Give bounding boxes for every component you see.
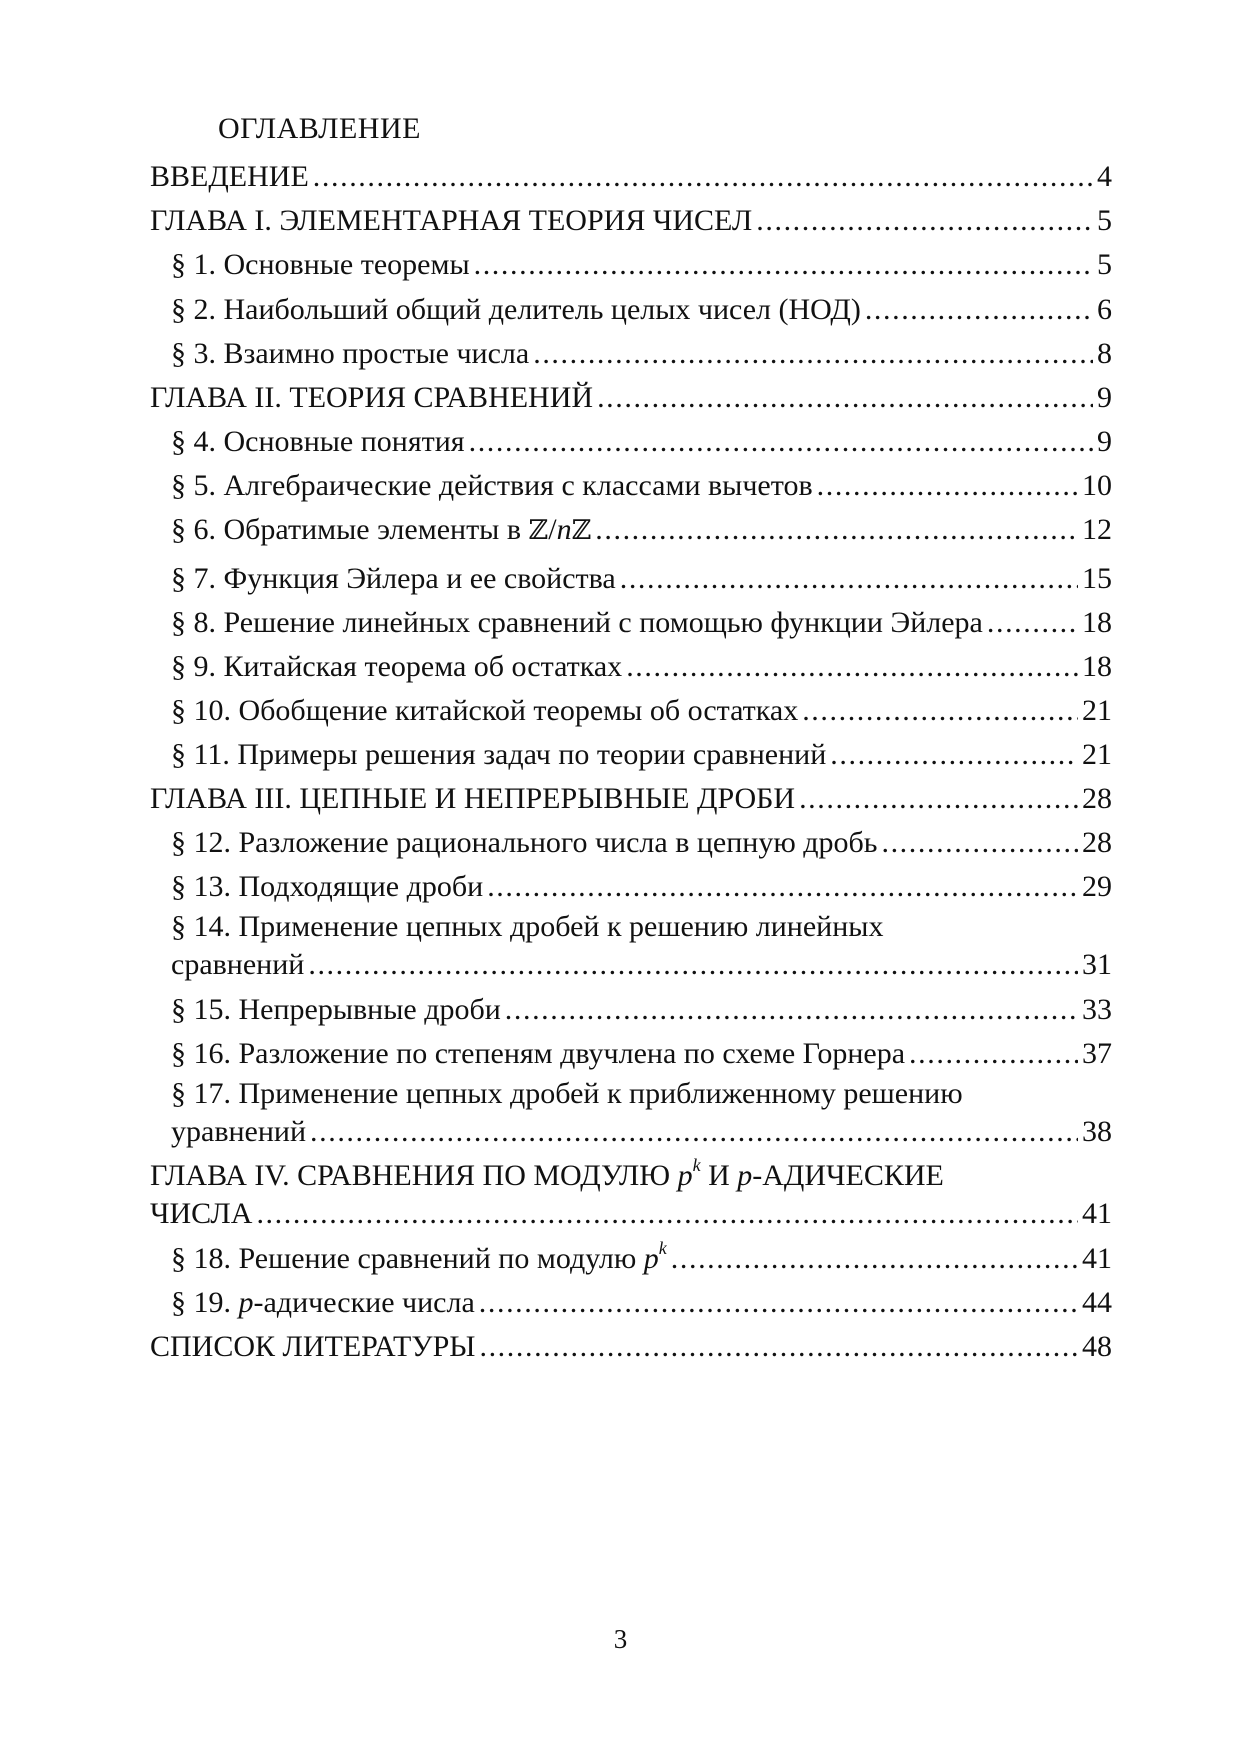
entry-label: § 8. Решение линейных сравнений с помощью функции Эйлера	[171, 606, 983, 639]
entry-label-text: -адические числа	[253, 1286, 475, 1319]
dot-leader	[799, 779, 1078, 819]
entry-page: 33	[1082, 993, 1112, 1026]
dot-leader	[310, 1112, 1078, 1152]
entry-label: сравнений	[171, 948, 305, 981]
entry-label-text: И	[700, 1159, 738, 1192]
toc-entry-section-17-line-1[interactable]: § 17. Применение цепных дробей к приближенному решению	[171, 1077, 963, 1110]
dot-leader	[308, 945, 1078, 985]
entry-page: 38	[1082, 1115, 1112, 1148]
prime-p: p	[677, 1159, 693, 1192]
entry-label: уравнений	[171, 1115, 307, 1148]
entry-page: 6	[1097, 293, 1112, 326]
modulus-n: n	[556, 513, 572, 546]
dot-leader	[671, 1239, 1078, 1279]
dot-leader	[505, 990, 1078, 1030]
dot-leader	[830, 735, 1078, 775]
toc-entry-chapter-1[interactable]	[150, 201, 1112, 241]
dot-leader	[626, 647, 1078, 687]
toc-entry-chapter-2[interactable]	[150, 378, 1112, 418]
dot-leader	[597, 378, 1093, 418]
entry-label: § 15. Непрерывные дроби	[171, 993, 501, 1026]
dot-leader	[756, 201, 1093, 241]
toc-title: ОГЛАВЛЕНИЕ	[218, 112, 421, 145]
entry-page: 21	[1082, 738, 1112, 771]
toc-entry-section-17[interactable]	[171, 1112, 1112, 1152]
toc-entry-section-13[interactable]	[171, 867, 1112, 907]
entry-page: 44	[1082, 1286, 1112, 1319]
entry-label: ГЛАВА I. ЭЛЕМЕНТАРНАЯ ТЕОРИЯ ЧИСЕЛ	[150, 204, 753, 237]
entry-page: 5	[1097, 204, 1112, 237]
entry-label: ГЛАВА III. ЦЕПНЫЕ И НЕПРЕРЫВНЫЕ ДРОБИ	[150, 782, 796, 815]
dot-leader	[256, 1194, 1078, 1234]
entry-page: 41	[1082, 1197, 1112, 1230]
prime-p: p	[238, 1286, 254, 1319]
integers-symbol: ℤ	[571, 515, 592, 546]
dot-leader	[987, 603, 1078, 643]
toc-entry-section-3[interactable]	[171, 334, 1112, 374]
entry-page: 4	[1097, 160, 1112, 193]
toc-entry-section-9[interactable]	[171, 647, 1112, 687]
toc-entry-section-7[interactable]	[171, 559, 1112, 599]
toc-entry-references[interactable]	[150, 1327, 1112, 1367]
prime-p: p	[737, 1159, 753, 1192]
dot-leader	[909, 1034, 1078, 1074]
entry-label-text: -АДИЧЕСКИЕ	[752, 1159, 944, 1192]
toc-entry-section-12[interactable]	[171, 823, 1112, 863]
entry-label: § 13. Подходящие дроби	[171, 870, 484, 903]
entry-label: СПИСОК ЛИТЕРАТУРЫ	[150, 1330, 476, 1363]
entry-page: 10	[1082, 469, 1112, 502]
exponent-k: k	[658, 1238, 667, 1258]
toc-entry-chapter-4-line-1[interactable]	[150, 1156, 1112, 1196]
dot-leader	[817, 466, 1078, 506]
entry-label-text: § 6. Обратимые элементы в	[171, 513, 529, 546]
entry-label: § 4. Основные понятия	[171, 425, 465, 458]
entry-page: 9	[1097, 425, 1112, 458]
toc-entry-section-16[interactable]	[171, 1034, 1112, 1074]
dot-leader	[595, 510, 1078, 550]
entry-page: 37	[1082, 1037, 1112, 1070]
dot-leader	[479, 1327, 1078, 1367]
toc-entry-section-5[interactable]	[171, 466, 1112, 506]
toc-entry-section-19[interactable]	[171, 1283, 1112, 1323]
entry-label: § 3. Взаимно простые числа	[171, 337, 530, 370]
entry-page: 18	[1082, 650, 1112, 683]
entry-page: 31	[1082, 948, 1112, 981]
entry-page: 28	[1082, 782, 1112, 815]
toc-entry-section-8[interactable]	[171, 603, 1112, 643]
toc-entry-section-10[interactable]	[171, 691, 1112, 731]
entry-label: § 11. Примеры решения задач по теории сравнений	[171, 738, 827, 771]
dot-leader	[479, 1283, 1078, 1323]
dot-leader	[802, 691, 1078, 731]
quotient-slash: /	[548, 513, 557, 546]
toc-entry-section-6[interactable]	[171, 510, 1112, 550]
entry-page: 15	[1082, 562, 1112, 595]
toc-entry-section-14[interactable]	[171, 945, 1112, 985]
entry-label: ВВЕДЕНИЕ	[150, 160, 309, 193]
entry-page: 48	[1082, 1330, 1112, 1363]
dot-leader	[533, 334, 1093, 374]
dot-leader	[865, 290, 1093, 330]
dot-leader	[487, 867, 1078, 907]
entry-label-text: ГЛАВА IV. СРАВНЕНИЯ ПО МОДУЛЮ	[150, 1159, 678, 1192]
entry-label	[171, 1283, 475, 1323]
toc-entry-section-4[interactable]	[171, 422, 1112, 462]
dot-leader	[620, 559, 1078, 599]
toc-entry-section-2[interactable]	[171, 290, 1112, 330]
entry-label	[171, 1239, 667, 1279]
dot-leader	[474, 245, 1093, 285]
entry-page: 5	[1097, 248, 1112, 281]
dot-leader	[469, 422, 1093, 462]
exponent-k: k	[692, 1155, 701, 1175]
dot-leader	[313, 157, 1093, 197]
entry-label: ЧИСЛА	[150, 1197, 253, 1230]
entry-page: 8	[1097, 337, 1112, 370]
toc-entry-section-15[interactable]	[171, 990, 1112, 1030]
page-number: 3	[613, 1624, 628, 1654]
entry-page: 21	[1082, 694, 1112, 727]
entry-label-text: § 18. Решение сравнений по модулю	[171, 1242, 644, 1275]
entry-page: 41	[1082, 1242, 1112, 1275]
toc-entry-section-1[interactable]	[171, 245, 1112, 285]
entry-label: § 5. Алгебраические действия с классами вычетов	[171, 469, 813, 502]
entry-label: § 12. Разложение рационального числа в цепную дробь	[171, 826, 878, 859]
entry-label: § 16. Разложение по степеням двучлена по схеме Горнера	[171, 1037, 906, 1070]
entry-page: 29	[1082, 870, 1112, 903]
entry-page: 28	[1082, 826, 1112, 859]
entry-label: ГЛАВА II. ТЕОРИЯ СРАВНЕНИЙ	[150, 381, 594, 414]
entry-label-text: § 19.	[171, 1286, 239, 1319]
toc-entry-introduction[interactable]	[150, 157, 1112, 197]
toc-entry-section-11[interactable]	[171, 735, 1112, 775]
entry-label: § 10. Обобщение китайской теоремы об остатках	[171, 694, 799, 727]
dot-leader	[881, 823, 1078, 863]
entry-label: § 7. Функция Эйлера и ее свойства	[171, 562, 616, 595]
entry-label	[171, 510, 591, 551]
toc-entry-chapter-3[interactable]	[150, 779, 1112, 819]
prime-p: p	[643, 1242, 659, 1275]
integers-symbol: ℤ	[528, 515, 549, 546]
entry-label: § 1. Основные теоремы	[171, 248, 470, 281]
entry-label: § 9. Китайская теорема об остатках	[171, 650, 623, 683]
toc-entry-chapter-4[interactable]	[150, 1194, 1112, 1234]
entry-page: 9	[1097, 381, 1112, 414]
entry-label: § 2. Наибольший общий делитель целых чисел (НОД)	[171, 293, 861, 326]
toc-entry-section-18[interactable]	[171, 1239, 1112, 1279]
toc-entry-section-14-line-1[interactable]: § 14. Применение цепных дробей к решению линейных	[171, 910, 884, 943]
entry-page: 18	[1082, 606, 1112, 639]
entry-page: 12	[1082, 513, 1112, 546]
